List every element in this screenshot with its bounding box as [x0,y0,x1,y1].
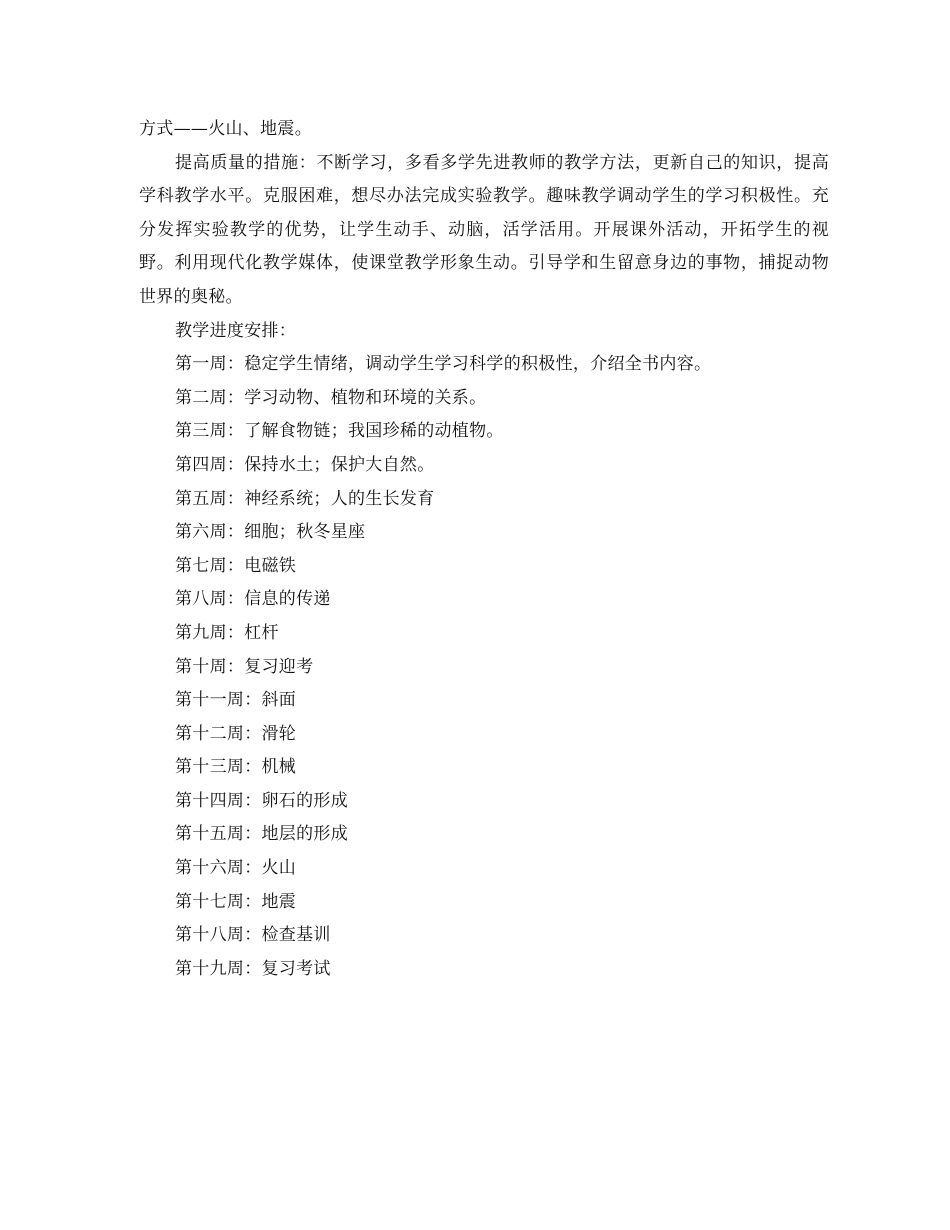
schedule-item: 第十九周：复习考试 [175,958,331,979]
schedule-item: 第五周：神经系统；人的生长发育 [175,488,435,509]
schedule-heading: 教学进度安排： [175,320,297,341]
schedule-item: 第二周：学习动物、植物和环境的关系。 [175,387,487,408]
schedule-item: 第十七周：地震 [175,891,297,912]
quality-measures-paragraph: 提高质量的措施：不断学习，多看多学先进教师的教学方法，更新自己的知识，提高学科教学水平。克服困难，想尽办法完成实验教学。趣味教学调动学生的学习积极性。充分发挥实验教学的优势，让学生动手、动脑，活学活用。开展课外活动，开拓学生的视野。利用现代化教学媒体，使课堂教学形象生动。引导学和生留意身边的事物，捕捉动物世界的奥秘。 [139,152,829,307]
schedule-item: 第三周：了解食物链；我国珍稀的动植物。 [175,421,504,442]
schedule-item: 第六周：细胞；秋冬星座 [175,522,366,543]
schedule-item: 第九周：杠杆 [175,622,279,643]
schedule-item: 第十四周：卵石的形成 [175,790,348,811]
schedule-item: 第八周：信息的传递 [175,589,331,610]
schedule-item: 第十三周：机械 [175,757,297,778]
schedule-item: 第十八周：检查基训 [175,925,331,946]
intro-line: 方式——火山、地震。 [139,119,312,139]
schedule-list [139,348,829,986]
schedule-item: 第一周：稳定学生情绪，调动学生学习科学的积极性，介绍全书内容。 [175,354,712,375]
schedule-item: 第七周：电磁铁 [175,555,297,576]
schedule-item: 第十二周：滑轮 [175,723,297,744]
schedule-item: 第四周：保持水土；保护大自然。 [175,454,435,475]
document-body [139,113,829,986]
schedule-item: 第十一周：斜面 [175,690,297,711]
schedule-item: 第十六周：火山 [175,858,297,879]
schedule-item: 第十五周：地层的形成 [175,824,348,845]
schedule-item: 第十周：复习迎考 [175,656,314,677]
